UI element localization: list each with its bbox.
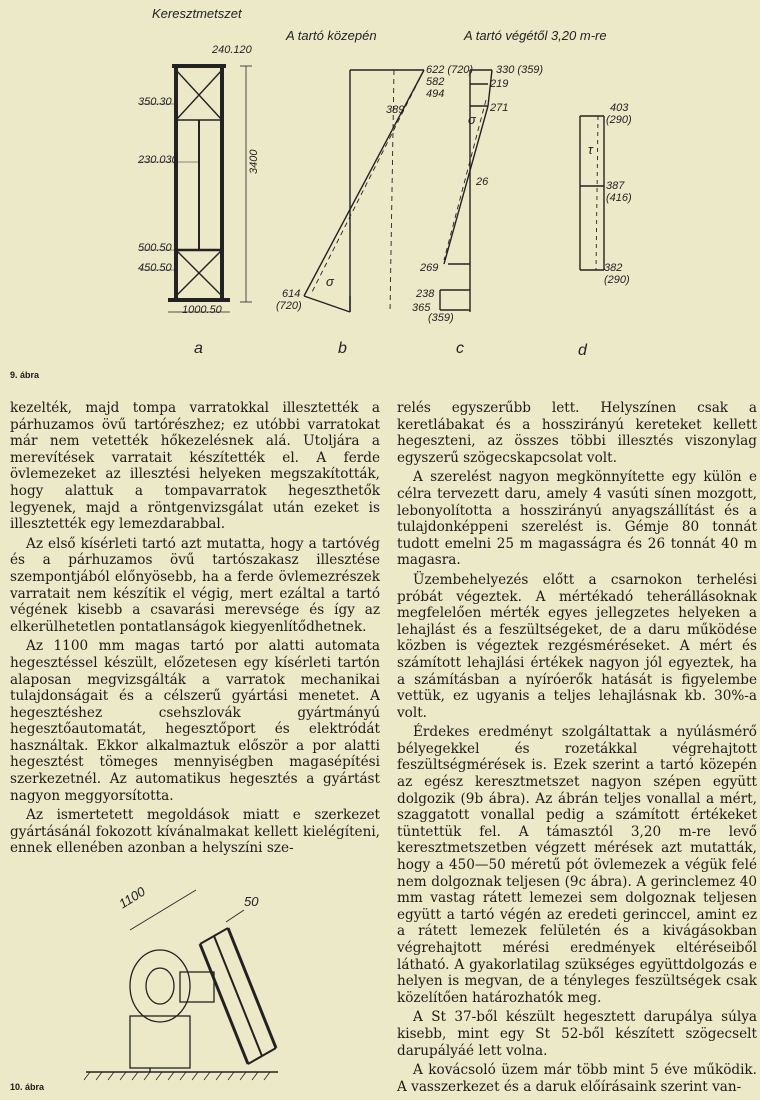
dim-top-plate: 240.120: [212, 44, 252, 56]
fig10-dim-length: 1100: [116, 883, 148, 912]
d-value-1: 403: [610, 102, 629, 114]
d-value-6: (290): [604, 274, 630, 286]
right-paragraph-1: relés egyszerűbb lett. Helyszínen csak a keretlábakat és a hosszirányú kereteket kellett hegeszteni, az összes többi illesztés viszonylag egyszerű szögecskapcsolat volt.: [397, 400, 757, 466]
dim-flange-lower-1: 500.50: [138, 242, 172, 254]
c-value-3: 271: [490, 102, 509, 114]
sub-label-d: d: [578, 342, 587, 359]
figure-9-title-mid: A tartó közepén: [286, 28, 377, 43]
b-value-2: 582: [426, 76, 445, 88]
c-value-5: 269: [420, 262, 439, 274]
left-paragraph-3: Az 1100 mm magas tartó por alatti automata hegesztéssel készült, előzetesen egy kísérleti tartón alaposan megvizsgálták a varratok mechanikai tulajdonságait és a célszerű gyártási menetet. A hegesztéshez csehszlovák gyártmányú hegesztőautomatát, hegesztőport és elektródát használtak. Ekkor alkalmaztuk először a por alatti hegesztést tömeges mennyiségben magasépítési szerkezetnél. Az automatikus hegesztés a gyártást nagyon meggyorsította.: [10, 638, 380, 804]
b-sigma: σ: [326, 274, 334, 289]
b-value-5: 614: [282, 288, 301, 300]
figure-10: [0, 866, 380, 1096]
figure-9-caption: 9. ábra: [10, 370, 40, 380]
right-paragraph-6: A kovácsoló üzem már több mint 5 éve működik. A vasszerkezet és a daruk előírásaink szerint van-: [397, 1062, 757, 1095]
d-value-5: 382: [604, 262, 623, 274]
left-column: [10, 400, 380, 857]
c-value-2: 219: [490, 78, 509, 90]
b-value-1: 622 (720): [426, 64, 474, 76]
left-paragraph-2: Az első kísérleti tartó azt mutatta, hogy a tartóvég és a párhuzamos övű tartószakasz illesztése szempontjából előnyösebb, ha a ferde övlemezrészek varratait nem készítik el végig, mert ezáltal a tartó végének kisebb a csavarási merevsége és így az elkerülhetetlen pontatlanságok kiegyenlítődhetnek.: [10, 535, 380, 635]
d-value-2: (290): [606, 114, 632, 126]
fig10-dim-angle: 50: [244, 894, 259, 909]
dim-flange-lower-2: 450.50: [138, 262, 172, 274]
figure-9: [0, 0, 760, 380]
c-value-1: 330 (359): [496, 64, 544, 76]
d-tau: τ: [588, 142, 593, 157]
right-paragraph-5: A St 37-ből készült hegesztett darupálya súlya kisebb, mint egy St 52-ből készített szögecselt darupályáé lett volna.: [397, 1009, 757, 1059]
b-value-4: 389: [386, 104, 405, 116]
figure-9-title-end: A tartó végétől 3,20 m-re: [464, 28, 607, 43]
figure-10-drawing: [0, 866, 380, 1096]
right-paragraph-2: A szerelést nagyon megkönnyítette egy külön e célra tervezett daru, amely 4 vasúti sínen mozgott, lebonyolította a hosszirányú anyagszállítást és a tulajdonképpeni szerelést is. Gémje 80 tonnát tudott emelni 25 m magasságra és 26 tonnát 40 m magasra.: [397, 469, 757, 569]
d-value-4: (416): [606, 192, 632, 204]
c-value-4: 26: [476, 176, 489, 188]
figure-9-title-cross: Keresztmetszet: [152, 6, 242, 21]
right-paragraph-4: Érdekes eredményt szolgáltattak a nyúlásmérő bélyegekkel és rozetákkal végrehajtott feszültségmérések is. Ezek szerint a tartó közepén az egész keresztmetszet nagyon szépen együtt dolgozik (9b ábra). Az ábrán teljes vonallal a mért, szaggatott vonallal pedig a számított értékeket tüntettük fel. A támasztól 3,20 m-re levő keresztmetszetben végzett mérések azt mutatták, hogy a 450—50 méretű pót övlemezek a végük felé nem dolgoznak teljesen (9c ábra). A gerinclemez 40 mm vastag rátett lemezei sem dolgoznak teljesen együtt a tartó végén az eredeti gerinccel, amint ez a rátett lemezek felületén és a kivágásokban végrehajtott mérési eredmények eltéréseiből látható. A gyakorlatilag szükséges együttdolgozás e helyen is megvan, de a tényleges feszültségek csak közelítően határozhatók meg.: [397, 724, 757, 1006]
b-value-3: 494: [426, 88, 445, 100]
c-value-8: (359): [428, 312, 454, 324]
figure-9-drawing: [0, 0, 760, 375]
dim-flange-upper: 350.30: [138, 96, 172, 108]
figure-10-caption: 10. ábra: [10, 1082, 45, 1092]
sub-label-a: a: [194, 340, 203, 357]
d-value-3: 387: [606, 180, 625, 192]
sub-label-c: c: [456, 340, 464, 357]
c-value-7: 365: [412, 302, 431, 314]
left-paragraph-1: kezelték, majd tompa varratokkal illesztették a párhuzamos övű tartórészhez; ez utóbbi varratokat már nem vetették hőkezelésnek alá. Utoljára a merevítések varratait készítették el. A ferde övlemezeket az illesztési helyeken megszakították, hogy alattuk a tompavarratok hegeszthetők legyenek, majd a röntgenvizsgálat után ezeket is illesztették egy lemezdarabbal.: [10, 400, 380, 533]
dim-base: 1000.50: [182, 304, 222, 316]
c-sigma: σ: [468, 112, 476, 127]
b-value-6: (720): [276, 300, 302, 312]
sub-label-b: b: [338, 340, 347, 357]
c-value-6: 238: [416, 288, 435, 300]
dim-web: 230.030: [138, 154, 178, 166]
right-paragraph-3: Üzembehelyezés előtt a csarnokon terhelési próbát végeztek. A mértékadó teherállásoknak megfelelően mérték egyes jellegzetes helyeken a lehajlást és a feszültségeket, de a daru működése közben is végeztek rezgésméréseket. A mért és számított lehajlási értékek nagyon jól egyeztek, ha a számításban a nyíróerők hatását is figyelembe vettük, ez ugyanis a teljes lehajlásnak kb. 30%-a volt.: [397, 571, 757, 721]
left-paragraph-4: Az ismertetett megoldások miatt e szerkezet gyártásánál fokozott kívánalmakat kellett kielégíteni, ennek ellenében azonban a helyszíni sze-: [10, 807, 380, 857]
right-column: [397, 400, 757, 1095]
dim-height: 3400: [248, 149, 260, 174]
